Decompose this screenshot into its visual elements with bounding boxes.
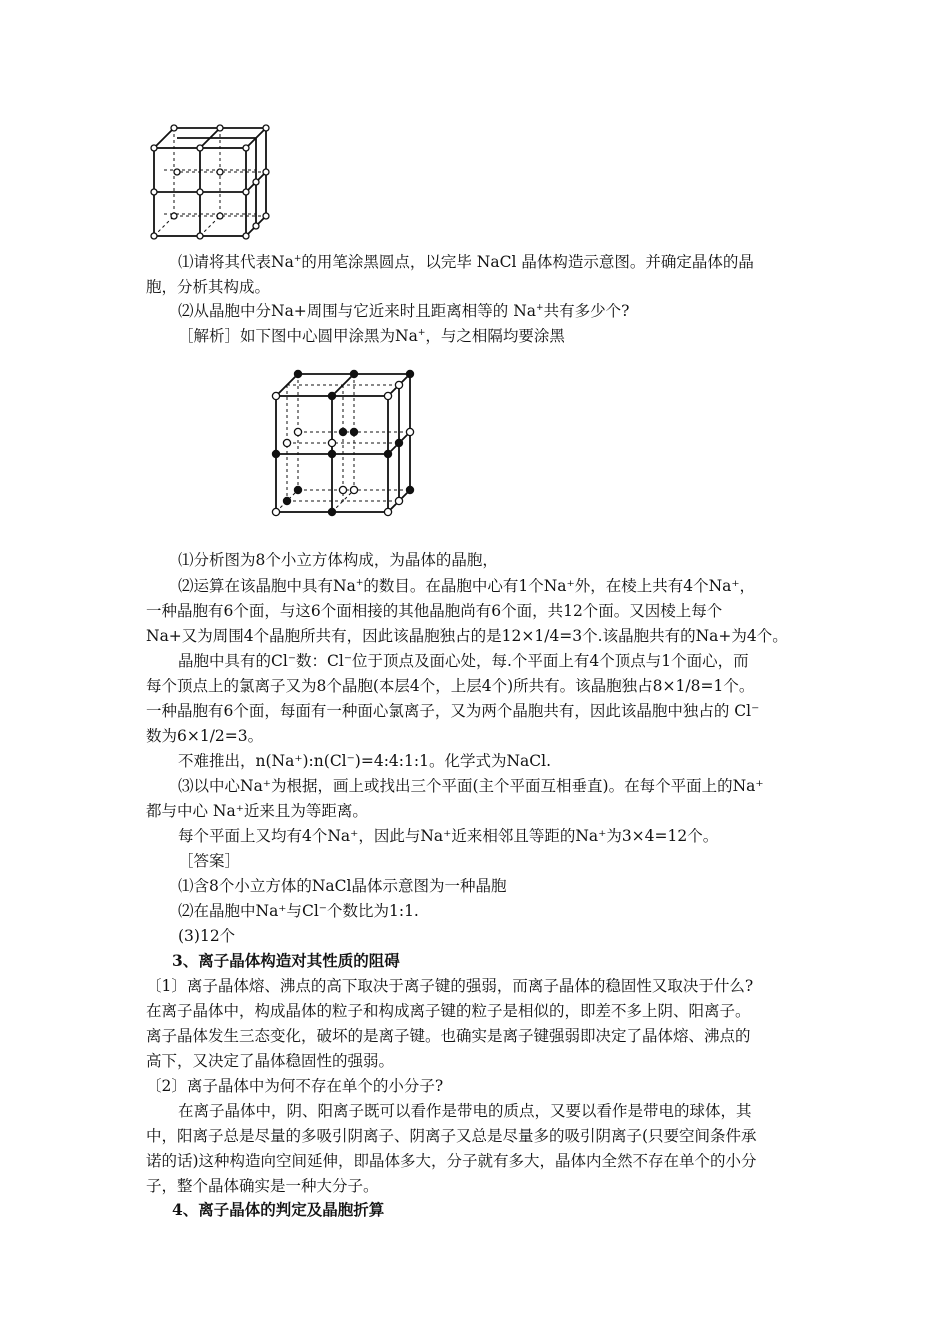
text-line: 一种晶胞有6个面，与这6个面相接的其他晶胞尚有6个面，共12个面。又因棱上每个 — [146, 602, 723, 620]
section-3-line: 子，整个晶体确实是一种大分子。 — [146, 1177, 379, 1195]
section-3-line: 〔1〕离子晶体熔、沸点的高下取决于离子键的强弱，而离子晶体的稳固性又取决于什么? — [146, 977, 754, 995]
text-line: ［答案］ — [178, 852, 241, 870]
text-line: 一种晶胞有6个面，每面有一种面心氯离子，又为两个晶胞共有，因此该晶胞中独占的 Cl⁻ — [146, 702, 760, 720]
text-line: 每个平面上又均有4个Na⁺，因此与Na⁺近来相邻且等距的Na⁺为3×4=12个。 — [178, 827, 719, 845]
section-3-line: 诺的话)这种构造向空间延伸，即晶体多大，分子就有多大，晶体内全然不存在单个的小分 — [146, 1152, 757, 1170]
text-line: 数为6×1/2=3。 — [146, 727, 264, 745]
text-line: ⑵从晶胞中分Na+周围与它近来时且距离相等的 Na+共有多少个? — [178, 302, 630, 320]
text-line: ⑴分析图为8个小立方体构成，为晶体的晶胞， — [178, 551, 498, 569]
section-3-line: 在离子晶体中，构成晶体的粒子和构成离子键的粒子是相似的，即差不多上阴、阳离子。 — [146, 1002, 751, 1020]
nacl-lattice-figure-filled — [268, 362, 420, 520]
text-line: ⑵在晶胞中Na⁺与Cl⁻个数比为1:1. — [178, 902, 419, 920]
nacl-lattice-figure-blank — [140, 120, 280, 245]
text-line: 晶胞中具有的Cl⁻数：Cl⁻位于顶点及面心处，每.个平面上有4个顶点与1个面心，而 — [178, 652, 749, 670]
text-line: Na+又为周围4个晶胞所共有，因此该晶胞独占的是12×1/4=3个.该晶胞共有的Na+为4个。 — [146, 627, 788, 645]
text-line: 都与中心 Na⁺近来且为等距离。 — [146, 802, 368, 820]
text-line: 胞，分析其构成。 — [146, 278, 271, 296]
text-line: 每个顶点上的氯离子又为8个晶胞(本层4个，上层4个)所共有。该晶胞独占8×1/8=1个。 — [146, 677, 755, 695]
section-3-line: 高下，又决定了晶体稳固性的强弱。 — [146, 1052, 395, 1070]
text-line: 不难推出，n(Na⁺):n(Cl⁻)=4:4:1:1。化学式为NaCl. — [178, 752, 552, 770]
section-3-line: 在离子晶体中，阴、阳离子既可以看作是带电的质点，又要以看作是带电的球体，其 — [178, 1102, 752, 1120]
section-heading-3: 3、离子晶体构造对其性质的阻碍 — [172, 951, 400, 970]
section-3-line: 〔2〕离子晶体中为何不存在单个的小分子? — [146, 1077, 444, 1095]
text-line: ⑴请将其代表Na+的用笔涂黑圆点，以完毕 NaCl 晶体构造示意图。并确定晶体的晶 — [178, 253, 754, 271]
text-line: ⑵运算在该晶胞中具有Na+的数目。在晶胞中心有1个Na⁺外，在棱上共有4个Na⁺， — [178, 577, 756, 595]
section-3-line: 离子晶体发生三态变化，破坏的是离子键。也确实是离子键强弱即决定了晶体熔、沸点的 — [146, 1027, 751, 1045]
section-3-line: 中，阳离子总是尽量的多吸引阴离子、阴离子又总是尽量多的吸引阴离子(只要空间条件承 — [146, 1127, 757, 1145]
text-line: ⑶以中心Na⁺为根据，画上或找出三个平面(主个平面互相垂直)。在每个平面上的Na⁺ — [178, 777, 764, 795]
text-line: (3)12个 — [178, 927, 236, 945]
text-line: ⑴含8个小立方体的NaCl晶体示意图为一种晶胞 — [178, 877, 507, 895]
section-heading-4: 4、离子晶体的判定及晶胞折算 — [172, 1200, 385, 1219]
text-line: ［解析］如下图中心圆甲涂黑为Na+，与之相隔均要涂黑 — [178, 327, 565, 345]
